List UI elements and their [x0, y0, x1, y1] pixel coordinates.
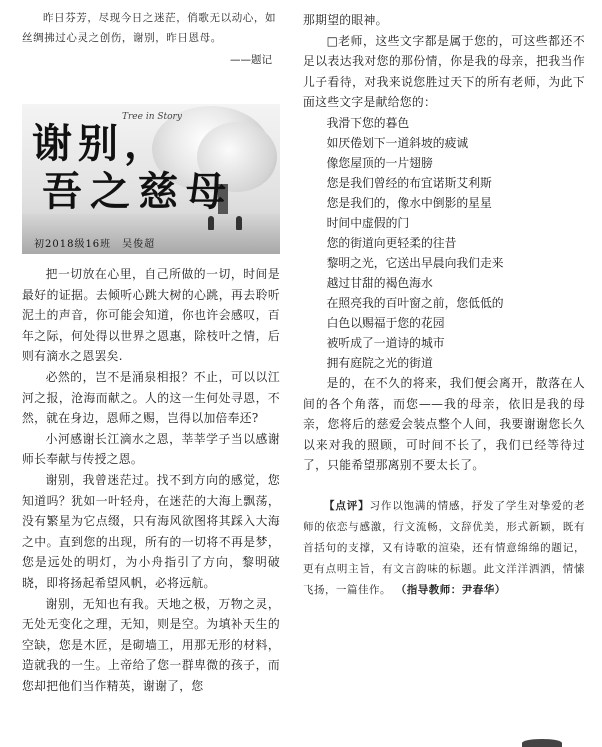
poem — [303, 113, 585, 373]
poem-line: 白色以赐福于您的花园 — [326, 315, 445, 330]
comment-label: 【点评】 — [324, 499, 370, 512]
article-title-line2: 吾之慈母 — [42, 169, 234, 215]
paragraph-continued: 那期望的眼神。 — [303, 13, 388, 27]
comment-text: 习作以饱满的情感，抒发了学生对挚爱的老师的依恋与感激，行文流畅，文辞优美，形式新颖，既有首括句的支撑，又有诗歌的渲染，还有情意绵绵的题记，更有点明主旨，有文言韵味的标题。此文洋洋洒洒，情愫飞扬，一篇佳作。 — [303, 499, 586, 596]
article-title-line1: 谢别， — [32, 121, 170, 167]
person-figure — [208, 216, 214, 230]
poem-line: 如厌倦划下一道斜坡的疲诚 — [326, 135, 469, 150]
paragraph: □老师，这些文字都是属于您的，可这些都还不足以表达我对您的那份情，你是我的母亲，把我当作儿子看待，对我来说您胜过天下的所有老师，为此下面这些文字是献给您的： — [303, 33, 585, 110]
poem-line: 黎明之光，它送出早晨向我们走来 — [326, 255, 504, 270]
paragraph: 谢别，无知也有我。天地之极，万物之灵，无处无变化之理，无知，则是空。为填补天生的空缺，您是木匠，是砌墙工，用那无形的材料，造就我的一生。上帝给了您一群卑微的孩子，而您却把他们当作精英，谢谢了，您 — [22, 596, 280, 693]
right-column — [303, 10, 585, 601]
poem-line: 像您屋顶的一片翅膀 — [326, 155, 433, 170]
teacher-credit: （指导教师：尹春华） — [401, 583, 506, 596]
teacher-comment — [303, 496, 585, 601]
poem-line: 您是我们的，像水中倒影的星星 — [326, 195, 492, 210]
poem-line: 您的街道向更轻柔的往昔 — [326, 235, 457, 250]
left-body — [22, 264, 280, 696]
paragraph: 把一切放在心里，自己所做的一切，时间是最好的证据。去倾听心跳大树的心跳，再去聆听泥土的声音，你可能会知道，你也许会感叹，百年之际，何处得以世界之恩惠，除枝叶之情，后则有滴水之恩罢矣. — [22, 267, 280, 364]
banner-script-text: Tree in Story — [122, 112, 182, 122]
intro-text: 昨日芬芳，尽现今日之迷茫，俏歌无以动心，如丝绸拂过心灵之创伤，谢别，昨日恩母。 — [22, 12, 277, 44]
page-corner-decoration — [522, 739, 562, 747]
author-byline: 初2018级16班 吴俊超 — [34, 239, 156, 250]
title-banner — [22, 104, 280, 254]
poem-line: 被听成了一道诗的城市 — [326, 335, 445, 350]
paragraph: 谢别，我曾迷茫过。找不到方向的感觉，您知道吗？犹如一叶轻舟，在迷茫的大海上飘荡，没有繁星为它点缀，只有海风欲图将其踩入大海之中。直到您的出现，所有的一切将不再是梦，您是远处的明灯，为小舟指引了方向，黎明破晓，即将扬起希望风帆，必将远航。 — [22, 472, 280, 590]
intro-signature: ——题记 — [230, 54, 272, 66]
poem-line: 在照亮我的百叶窗之前，您低低的 — [326, 295, 504, 310]
poem-line: 拥有庭院之光的街道 — [326, 355, 433, 370]
poem-line: 时间中虚假的门 — [326, 215, 410, 230]
person-figure — [236, 216, 242, 230]
closing-paragraph: 是的，在不久的将来，我们便会离开，散落在人间的各个角落，而您——我的母亲，依旧是我的母亲，您将后的慈爱会装点整个人间，我要谢谢您长久以来对我的照顾，可时间不长了，我们已经等待过了，只能希望那离别不要太长了。 — [303, 375, 585, 473]
poem-line: 您是我们曾经的布宜诺斯艾利斯 — [326, 175, 492, 190]
poem-line: 我滑下您的暮色 — [326, 115, 410, 130]
paragraph: 小河感谢长江滴水之恩，莘莘学子当以感谢师长奉献与传授之恩。 — [22, 431, 280, 467]
left-column — [22, 0, 280, 70]
poem-line: 越过甘甜的褐色海水 — [326, 275, 433, 290]
paragraph: 必然的，岂不是涌泉相报？不止，可以以江河之报，沧海而献之。人的这一生何处寻恩，不然，就在身边，恩师之赐，岂得以加倍奉还? — [22, 369, 280, 426]
